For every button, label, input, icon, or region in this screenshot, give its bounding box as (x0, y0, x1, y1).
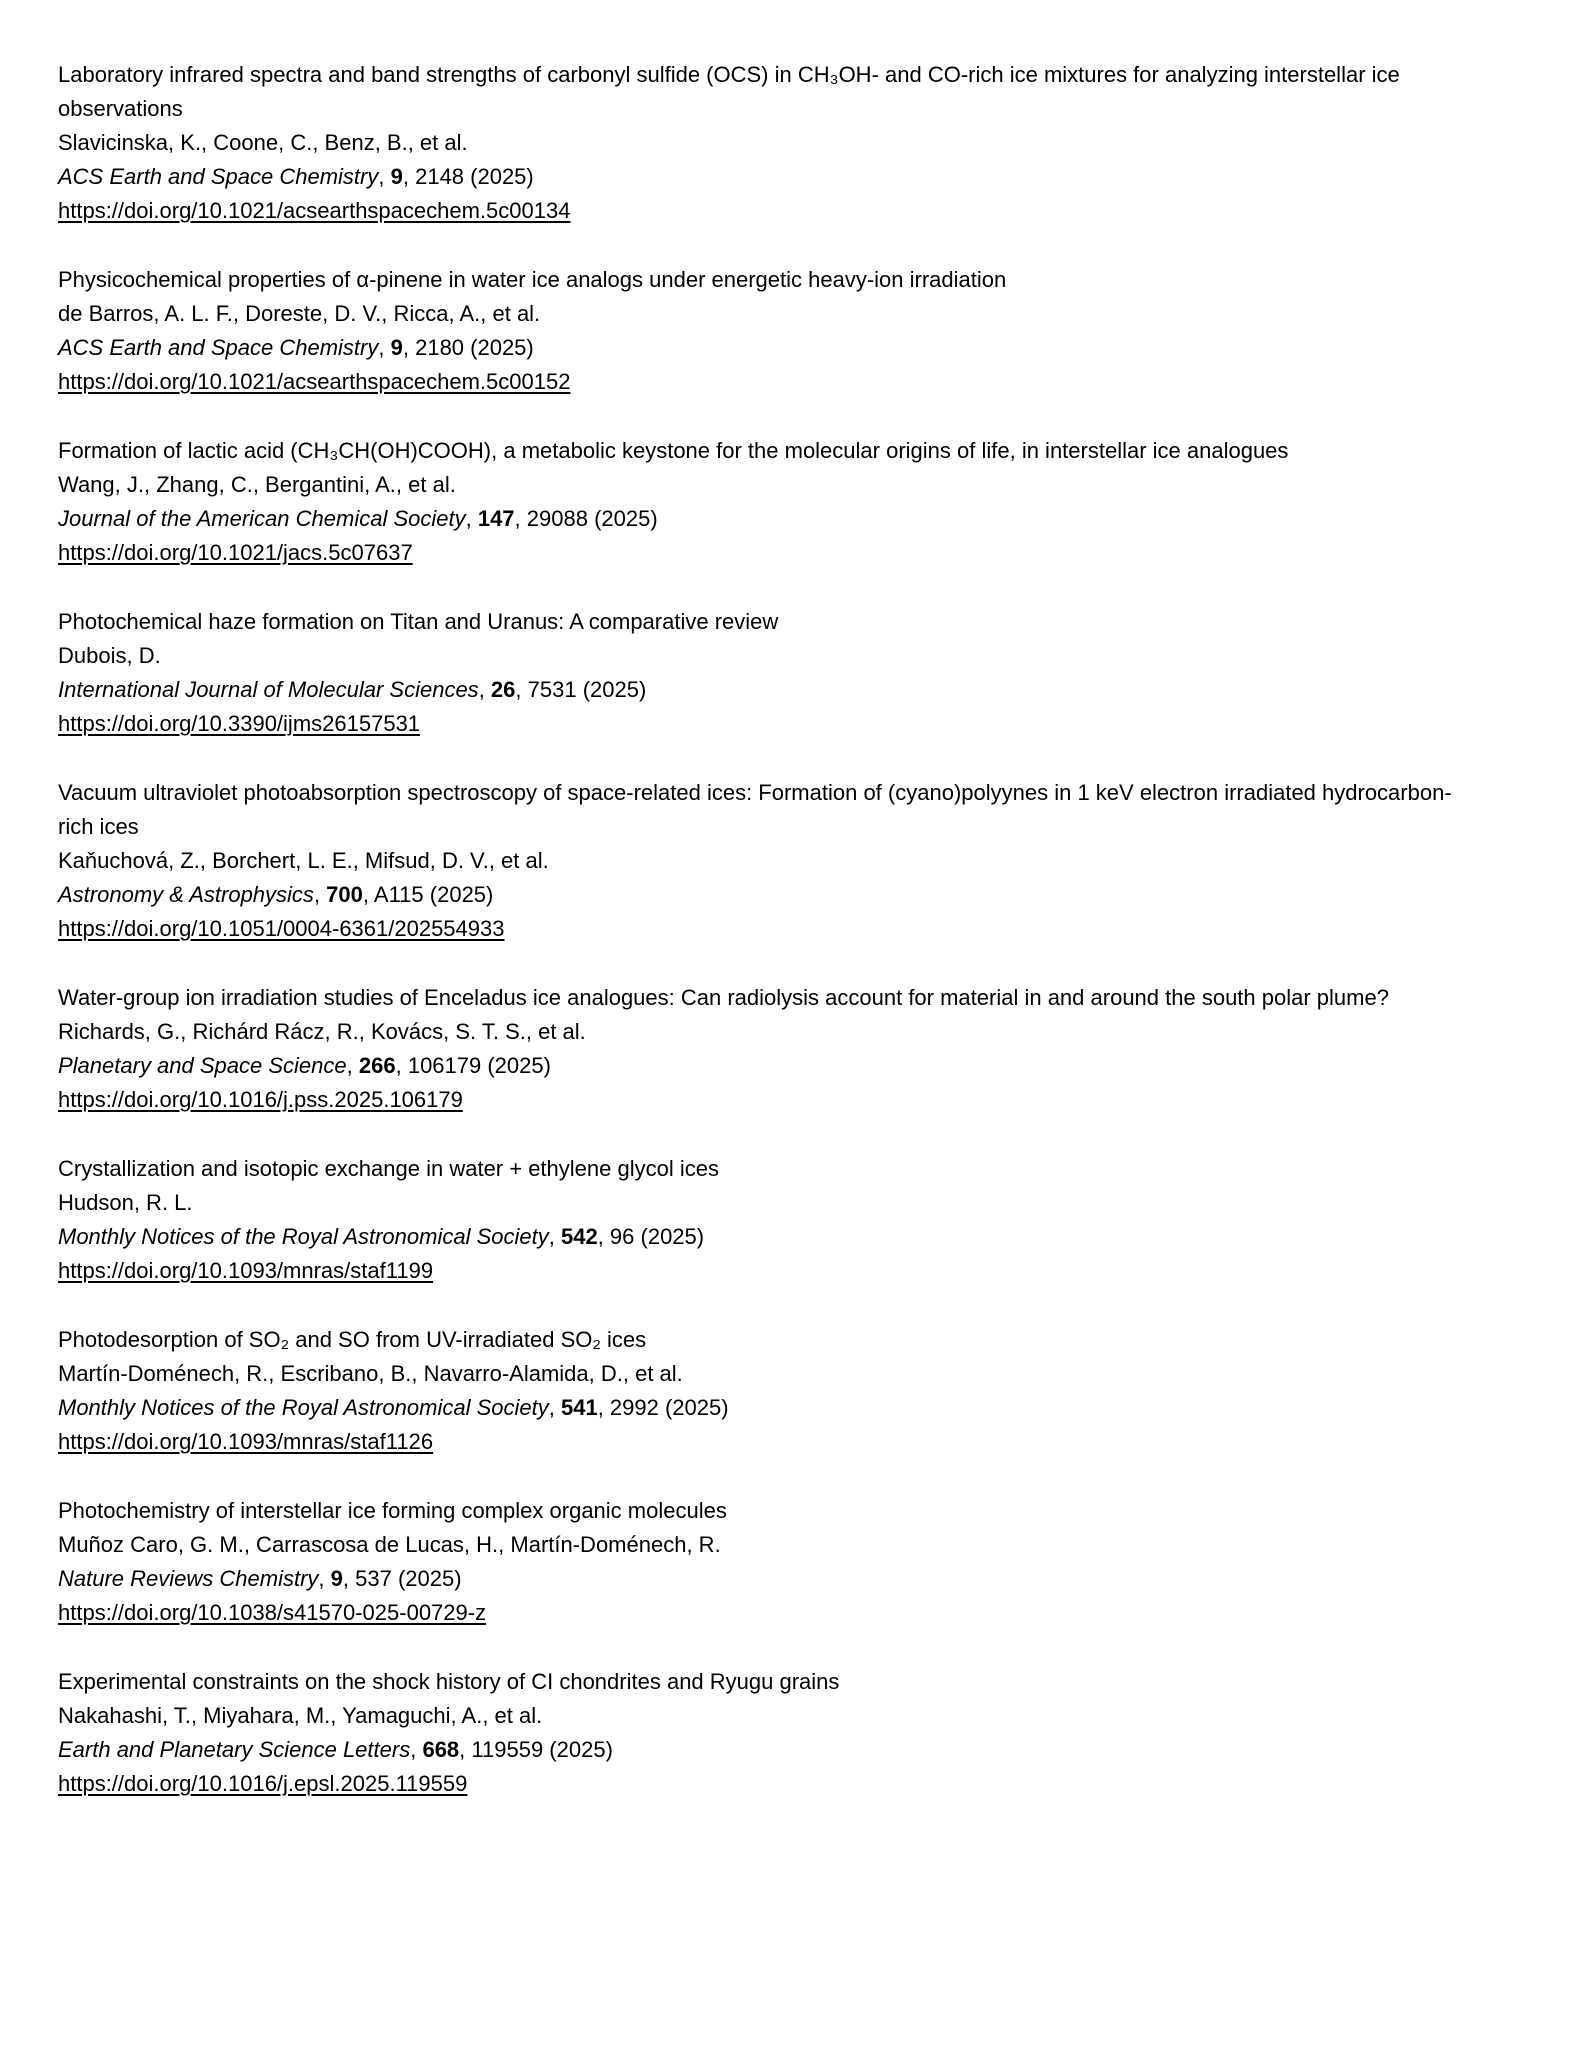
publication-doi-line (58, 1254, 1470, 1288)
publication-authors: Richards, G., Richárd Rácz, R., Kovács, S. T. S., et al. (58, 1019, 586, 1044)
publication-entry (58, 263, 1470, 399)
publication-entry (58, 1494, 1470, 1630)
publication-title: Photochemical haze formation on Titan and Uranus: A comparative review (58, 609, 779, 634)
journal-volume: 668 (422, 1737, 460, 1762)
publication-entry (58, 434, 1470, 570)
citation-separator: , (395, 1053, 408, 1078)
citation-separator: , (378, 164, 391, 189)
citation-separator: , (362, 882, 374, 907)
publication-citation (58, 331, 1470, 365)
citation-separator: , (515, 677, 528, 702)
publication-citation (58, 502, 1470, 536)
citation-separator: , (465, 506, 478, 531)
citation-pages-year: 29088 (2025) (526, 506, 658, 531)
publication-doi-line (58, 194, 1470, 228)
publication-entry (58, 605, 1470, 741)
citation-separator: , (346, 1053, 359, 1078)
doi-link[interactable]: https://doi.org/10.1016/j.pss.2025.106179 (58, 1087, 463, 1112)
citation-separator: , (478, 677, 491, 702)
publication-authors: Dubois, D. (58, 643, 161, 668)
citation-pages-year: 119559 (2025) (471, 1737, 613, 1762)
citation-separator: , (342, 1566, 356, 1591)
journal-name: ACS Earth and Space Chemistry (58, 335, 379, 360)
publication-entry (58, 1665, 1470, 1801)
journal-volume: 700 (326, 882, 363, 907)
publication-authors: Kaňuchová, Z., Borchert, L. E., Mifsud, D. V., et al. (58, 848, 549, 873)
publication-doi-line (58, 1596, 1470, 1630)
publication-title: Vacuum ultraviolet photoabsorption spectroscopy of space-related ices: Formation of (cyano)polyynes in 1 keV electron irradiated hydrocarbon-rich ices (58, 780, 1452, 839)
publication-authors: Wang, J., Zhang, C., Bergantini, A., et al. (58, 472, 456, 497)
doi-link[interactable]: https://doi.org/10.1051/0004-6361/202554933 (58, 916, 505, 941)
citation-separator: , (313, 882, 327, 907)
publication-entry (58, 1152, 1470, 1288)
citation-separator: , (410, 1737, 423, 1762)
publication-doi-line (58, 1767, 1470, 1801)
citation-separator: , (378, 335, 391, 360)
publication-title: Water-group ion irradiation studies of Enceladus ice analogues: Can radiolysis account for material in and around the south polar plume? (58, 985, 1389, 1010)
journal-volume: 9 (390, 164, 403, 189)
citation-separator: , (514, 506, 527, 531)
citation-separator: , (402, 164, 416, 189)
doi-link[interactable]: https://doi.org/10.1021/jacs.5c07637 (58, 540, 413, 565)
citation-pages-year: 106179 (2025) (407, 1053, 551, 1078)
publication-citation (58, 1562, 1470, 1596)
publication-title: Photodesorption of SO₂ and SO from UV-irradiated SO₂ ices (58, 1327, 647, 1352)
publication-title: Laboratory infrared spectra and band strengths of carbonyl sulfide (OCS) in CH₃OH- and CO-rich ice mixtures for analyzing interstellar ice observations (58, 62, 1400, 121)
publication-citation (58, 878, 1470, 912)
citation-separator: , (318, 1566, 331, 1591)
doi-link[interactable]: https://doi.org/10.1038/s41570-025-00729-z (58, 1600, 487, 1625)
citation-separator: , (548, 1224, 561, 1249)
citation-pages-year: 2992 (2025) (609, 1395, 729, 1420)
citation-pages-year: 7531 (2025) (527, 677, 647, 702)
publication-title: Formation of lactic acid (CH₃CH(OH)COOH), a metabolic keystone for the molecular origins of life, in interstellar ice analogues (58, 438, 1289, 463)
publication-doi-line (58, 912, 1470, 946)
citation-pages-year: 96 (2025) (609, 1224, 705, 1249)
journal-name: ACS Earth and Space Chemistry (58, 164, 379, 189)
publication-authors: Hudson, R. L. (58, 1190, 193, 1215)
publication-authors: Martín-Doménech, R., Escribano, B., Navarro-Alamida, D., et al. (58, 1361, 683, 1386)
publication-entry (58, 981, 1470, 1117)
citation-separator: , (459, 1737, 472, 1762)
journal-volume: 266 (358, 1053, 396, 1078)
publication-title: Experimental constraints on the shock history of CI chondrites and Ryugu grains (58, 1669, 840, 1694)
publication-doi-line (58, 1083, 1470, 1117)
publication-title: Physicochemical properties of α-pinene in water ice analogs under energetic heavy-ion irradiation (58, 267, 1007, 292)
citation-separator: , (548, 1395, 561, 1420)
publication-authors: Muñoz Caro, G. M., Carrascosa de Lucas, H., Martín-Doménech, R. (58, 1532, 721, 1557)
publication-entry (58, 58, 1470, 228)
publication-doi-line (58, 536, 1470, 570)
journal-name: Monthly Notices of the Royal Astronomical Society (58, 1395, 549, 1420)
journal-volume: 26 (490, 677, 516, 702)
citation-pages-year: 2148 (2025) (415, 164, 534, 189)
publication-entry (58, 1323, 1470, 1459)
journal-name: Earth and Planetary Science Letters (58, 1737, 411, 1762)
doi-link[interactable]: https://doi.org/10.1093/mnras/staf1199 (58, 1258, 434, 1283)
journal-name: Planetary and Space Science (58, 1053, 347, 1078)
publication-doi-line (58, 365, 1470, 399)
publication-doi-line (58, 707, 1470, 741)
citation-separator: , (597, 1224, 610, 1249)
publication-doi-line (58, 1425, 1470, 1459)
citation-pages-year: A115 (2025) (373, 882, 494, 907)
journal-volume: 9 (330, 1566, 343, 1591)
citation-pages-year: 2180 (2025) (415, 335, 534, 360)
journal-name: Journal of the American Chemical Society (58, 506, 466, 531)
publication-citation (58, 1391, 1470, 1425)
publication-entry (58, 776, 1470, 946)
publication-citation (58, 1049, 1470, 1083)
journal-volume: 541 (560, 1395, 598, 1420)
publication-title: Photochemistry of interstellar ice forming complex organic molecules (58, 1498, 727, 1523)
journal-volume: 147 (477, 506, 515, 531)
doi-link[interactable]: https://doi.org/10.1021/acsearthspacechem.5c00134 (58, 198, 571, 223)
publication-authors: de Barros, A. L. F., Doreste, D. V., Ricca, A., et al. (58, 301, 541, 326)
citation-pages-year: 537 (2025) (355, 1566, 462, 1591)
publication-title: Crystallization and isotopic exchange in water + ethylene glycol ices (58, 1156, 719, 1181)
doi-link[interactable]: https://doi.org/10.1093/mnras/staf1126 (58, 1429, 434, 1454)
publication-citation (58, 673, 1470, 707)
doi-link[interactable]: https://doi.org/10.1016/j.epsl.2025.119559 (58, 1771, 468, 1796)
journal-name: Monthly Notices of the Royal Astronomical Society (58, 1224, 549, 1249)
journal-name: International Journal of Molecular Sciences (58, 677, 479, 702)
journal-volume: 542 (560, 1224, 598, 1249)
journal-name: Nature Reviews Chemistry (58, 1566, 319, 1591)
journal-name: Astronomy & Astrophysics (58, 882, 314, 907)
publication-citation (58, 1733, 1470, 1767)
doi-link[interactable]: https://doi.org/10.1021/acsearthspacechem.5c00152 (58, 369, 571, 394)
citation-separator: , (597, 1395, 610, 1420)
publication-authors: Nakahashi, T., Miyahara, M., Yamaguchi, A., et al. (58, 1703, 543, 1728)
publication-authors: Slavicinska, K., Coone, C., Benz, B., et al. (58, 130, 468, 155)
publication-citation (58, 160, 1470, 194)
publication-citation (58, 1220, 1470, 1254)
doi-link[interactable]: https://doi.org/10.3390/ijms26157531 (58, 711, 421, 736)
journal-volume: 9 (390, 335, 403, 360)
citation-separator: , (402, 335, 416, 360)
